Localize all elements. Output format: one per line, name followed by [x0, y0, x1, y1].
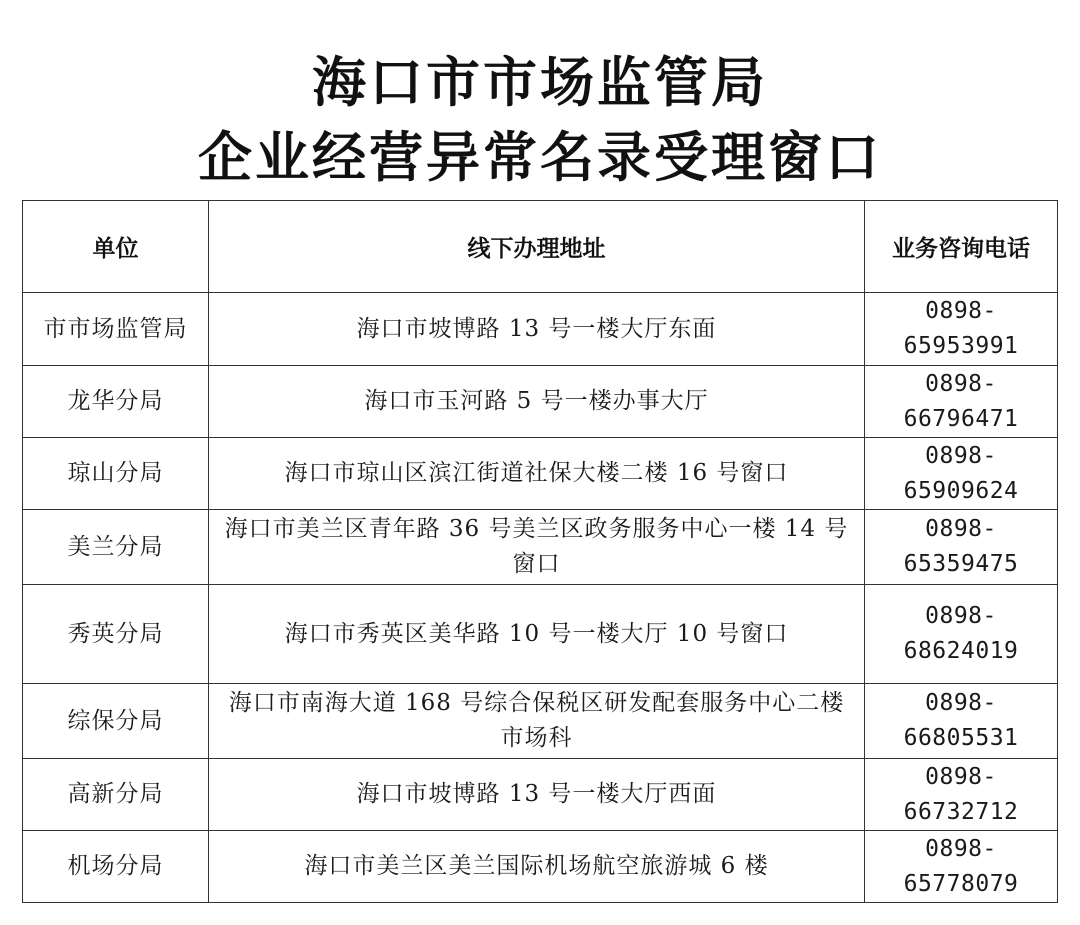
- unit-cell: 综保分局: [23, 684, 209, 759]
- table-header-row: [23, 201, 1058, 293]
- table-row: [23, 585, 1058, 684]
- unit-cell: 秀英分局: [23, 585, 209, 684]
- address-cell: 海口市南海大道 168 号综合保税区研发配套服务中心二楼市场科: [209, 684, 865, 759]
- unit-cell: 市市场监管局: [23, 293, 209, 366]
- table-row: [23, 759, 1058, 831]
- table-row: [23, 510, 1058, 585]
- address-cell: 海口市秀英区美华路 10 号一楼大厅 10 号窗口: [209, 585, 865, 684]
- header-phone: 业务咨询电话: [865, 201, 1058, 293]
- address-cell: 海口市坡博路 13 号一楼大厅东面: [209, 293, 865, 366]
- unit-cell: 龙华分局: [23, 366, 209, 438]
- phone-cell: 0898-65359475: [865, 510, 1058, 585]
- unit-cell: 美兰分局: [23, 510, 209, 585]
- address-cell: 海口市美兰区美兰国际机场航空旅游城 6 楼: [209, 831, 865, 903]
- phone-cell: 0898-66732712: [865, 759, 1058, 831]
- table-row: [23, 438, 1058, 510]
- unit-cell: 高新分局: [23, 759, 209, 831]
- unit-cell: 机场分局: [23, 831, 209, 903]
- page-title: 海口市市场监管局: [312, 51, 768, 114]
- unit-cell: 琼山分局: [23, 438, 209, 510]
- header-unit: 单位: [23, 201, 209, 293]
- phone-cell: 0898-65909624: [865, 438, 1058, 510]
- phone-cell: 0898-66796471: [865, 366, 1058, 438]
- table-row: [23, 293, 1058, 366]
- page-subtitle: 企业经营异常名录受理窗口: [198, 126, 882, 189]
- phone-cell: 0898-65778079: [865, 831, 1058, 903]
- address-cell: 海口市坡博路 13 号一楼大厅西面: [209, 759, 865, 831]
- address-cell: 海口市玉河路 5 号一楼办事大厅: [209, 366, 865, 438]
- table-row: [23, 366, 1058, 438]
- phone-cell: 0898-68624019: [865, 585, 1058, 684]
- phone-cell: 0898-66805531: [865, 684, 1058, 759]
- phone-cell: 0898-65953991: [865, 293, 1058, 366]
- address-cell: 海口市美兰区青年路 36 号美兰区政务服务中心一楼 14 号窗口: [209, 510, 865, 585]
- header-address: 线下办理地址: [209, 201, 865, 293]
- service-window-table: [22, 200, 1058, 903]
- table-row: [23, 831, 1058, 903]
- address-cell: 海口市琼山区滨江街道社保大楼二楼 16 号窗口: [209, 438, 865, 510]
- table-row: [23, 684, 1058, 759]
